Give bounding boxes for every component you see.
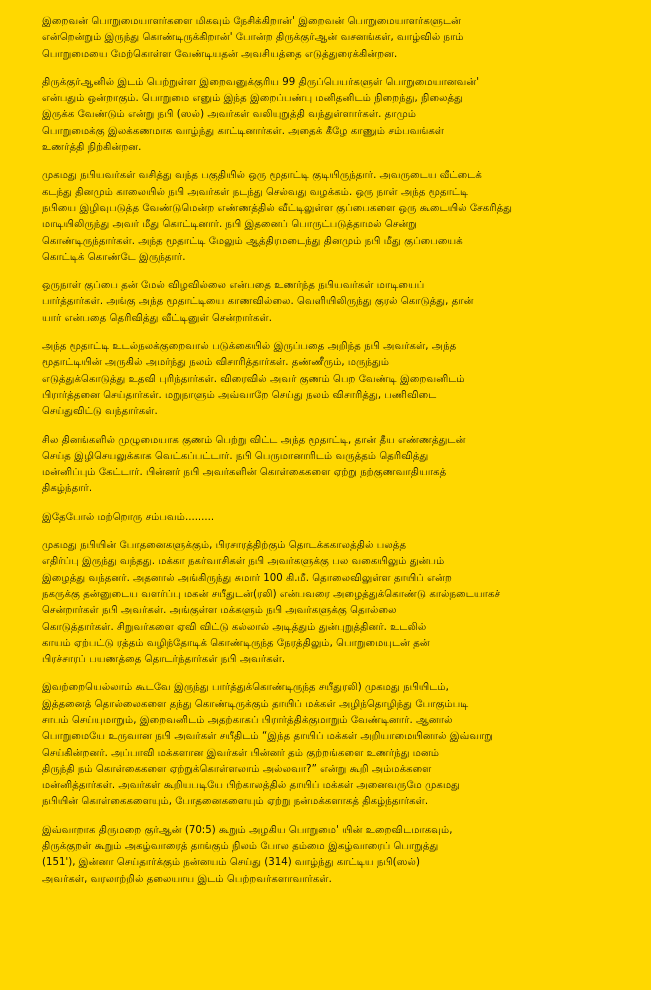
article-body — [42, 14, 602, 900]
text-line: மாடியிலிருந்து அவர் மீது கொட்டினார். நபி இதனைப் பொருட்படுத்தாமல் சென்று — [42, 219, 417, 231]
paragraph — [42, 168, 602, 266]
text-line: காயம் ஏற்பட்டு ரத்தம் வழிந்தோடிக் கொண்டிருந்த நேரத்திலும், பொறுமையுடன் தன் — [42, 637, 430, 649]
text-line: செய்கின்றனர். அப்பாவி மக்களான இவர்கள் பின்னர் தம் குற்றங்களை உணர்ந்து மனம் — [42, 747, 440, 759]
paragraph — [42, 433, 602, 498]
text-line: மன்னித்தார்கள். அவர்கள் கூறியபடியே பிற்காலத்தில் தாயிப் மக்கள் அனைவருமே முகமது — [42, 780, 460, 792]
text-line: உணர்த்தி நிற்கின்றன. — [42, 142, 142, 154]
text-line: நபியை இழிவுபடுத்த வேண்டுமென்ற எண்ணத்தில் வீட்டிலுள்ள குப்பைகளை ஒரு கூடையில் சேகரித்து — [42, 202, 513, 214]
text-line: இவற்றையெல்லாம் கூடவே இருந்து பார்த்துக்கொண்டிருந்த சயீதுரலி) முகமது நபியிடம், — [42, 682, 449, 694]
text-line: இழைத்து வந்தனர். அதனால் அங்கிருந்து சுமார் 100 கி.மீ. தொலைவிலுள்ள தாயிப் என்ற — [42, 572, 452, 584]
text-line: திகழ்ந்தார். — [42, 483, 93, 495]
text-line: யார் என்பதை தெரிவித்து வீட்டினுள் சென்றார்கள். — [42, 312, 272, 324]
text-line: முகமது நபியவர்கள் வசித்து வந்த பகுதியில் ஒரு மூதாட்டி குடியிருந்தார். அவருடைய வீட்டைக் — [42, 170, 482, 182]
text-line: கொடுத்தார்கள். சிறுவர்களை ஏவி விட்டு கல்லால் அடித்தும் துன்புறுத்தினர். உடலில் — [42, 621, 427, 633]
paragraph — [42, 75, 602, 156]
text-line: திருக்குறள் கூறும் அகழ்வாரைத் தாங்கும் நிலம் போல தம்மை இகழ்வாரைப் பொறுத்து — [42, 841, 439, 853]
text-line: இறைவன் பொறுமையாளர்களை மிகவும் நேசிக்கிறான்' இறைவன் பொறுமையாளர்களுடன் — [42, 16, 461, 27]
text-line: நபியின் கொள்கைகளையும், போதனைகளையும் ஏற்று நன்மக்களாகத் திகழ்ந்தார்கள். — [42, 796, 429, 808]
text-line: ஒருநாள் குப்பை தன் மேல் விழவில்லை என்பதை உணர்ந்த நபியவர்கள் மாடியைப் — [42, 280, 425, 292]
text-line: மூதாட்டியின் அருகில் அமர்ந்து நலம் விசாரித்தார்கள். தண்ணீரும், மருந்தும் — [42, 357, 390, 369]
paragraph — [42, 278, 602, 327]
text-line: இத்தனைத் தொல்லைகளை தந்து கொண்டிருக்கும் தாயிப் மக்கள் அழிந்தொழிந்து போகும்படி — [42, 698, 469, 710]
text-line: பொறுமையே உருவான நபி அவர்கள் சயீதிடம் “இந்த தாயிப் மக்கள் அறியாமையினால் இவ்வாறு — [42, 731, 494, 743]
text-line: பொறுமையை மேற்கொள்ள வேண்டியதன் அவசியத்தை எடுத்துரைக்கின்றன. — [42, 48, 398, 60]
paragraph — [42, 14, 602, 63]
text-line: பிரார்த்தனை செய்தார்கள். மறுநாளும் அவ்வாறே செய்து நலம் விசாரித்து, பணிவிடை — [42, 389, 437, 401]
text-line: பொறுமைக்கு இலக்கணமாக வாழ்ந்து காட்டினார்கள். அதைக் கீழே காணும் சம்பவங்கள் — [42, 125, 445, 137]
text-line: எதிர்ப்பு இருந்து வந்தது. மக்கா நகர்வாசிகள் நபி அவர்களுக்கு பல வகையிலும் துன்பம் — [42, 556, 445, 568]
paragraph — [42, 510, 602, 526]
text-line: நகருக்கு தன்னுடைய வளர்ப்பு மகன் சயீதுடன்(ரலி) என்பவரை அழைத்துக்கொண்டு கால்நடையாகச் — [42, 588, 501, 600]
text-line: இவ்வாறாக திருமறை குர்ஆன் (70:5) கூறும் அழகிய பொறுமை' யின் உறைவிடமாகவும், — [42, 824, 453, 836]
text-line: கடந்து தினமும் காலையில் நபி அவர்கள் நடந்து செல்வது வழக்கம். ஒரு நாள் அந்த மூதாட்டி — [42, 186, 469, 198]
text-line: திருந்தி நம் கொள்கைகளை ஏற்றுக்கொள்ளலாம் அல்லவா?” என்று கூறி அம்மக்களை — [42, 763, 432, 775]
text-line: இருக்க வேண்டும் என்று நபி (ஸல்) அவர்கள் வலியுறுத்தி வந்துள்ளார்கள். தாமும் — [42, 109, 417, 121]
text-line: சாபம் செய்யுமாறும், இறைவனிடம் அதற்காகப் பிரார்த்திக்குமாறும் வேண்டினார். ஆனால் — [42, 714, 453, 726]
text-line: என்றென்றும் இருந்து கொண்டிருக்கிறான்' போன்ற திருக்குர்ஆன் வசனங்கள், வாழ்வில் நாம் — [42, 32, 464, 44]
text-line: செய்துவிட்டு வந்தார்கள். — [42, 406, 158, 418]
text-line: (151'), இன்னா செய்தார்க்கும் நன்னயம் செய்து (314) வாழ்ந்து காட்டிய நபி(ஸல்) — [42, 857, 420, 869]
text-line: சில தினங்களில் முழுமையாக குணம் பெற்று விட்ட அந்த மூதாட்டி, தான் தீய எண்ணத்துடன் — [42, 434, 466, 446]
text-line: அந்த மூதாட்டி உடல்நலக்குறைவால் படுக்கையில் இருப்பதை அறிந்த நபி அவர்கள், அந்த — [42, 341, 457, 353]
text-line: அவர்கள், வரலாற்றில் தலையாய இடம் பெற்றவர்களாவார்கள். — [42, 873, 332, 885]
text-line: கொட்டிக் கொண்டே இருந்தார். — [42, 251, 186, 263]
text-line: செய்த இழிசெயலுக்காக வெட்கப்பட்டார். நபி பெருமானாரிடம் வருத்தம் தெரிவித்து — [42, 450, 429, 462]
text-line: பிரச்சாரப் பயணத்தை தொடர்ந்தார்கள் நபி அவர்கள். — [42, 654, 286, 666]
paragraph — [42, 680, 602, 810]
text-line: திருக்குர்ஆனில் இடம் பெற்றுள்ள இறைவனுக்குரிய 99 திருப்பெயர்களுள் பொறுமையானவன்' — [42, 76, 480, 88]
text-line: இதேபோல் மற்றொரு சம்பவம்......... — [42, 511, 215, 523]
text-line: சென்றார்கள் நபி அவர்கள். அங்குள்ள மக்களும் நபி அவர்களுக்கு தொல்லை — [42, 605, 397, 617]
text-line: கொண்டிருந்தார்கள். அந்த மூதாட்டி மேலும் ஆத்திரமடைந்து தினமும் நபி மீது குப்பையைக் — [42, 235, 463, 247]
paragraph — [42, 823, 602, 888]
paragraph — [42, 538, 602, 668]
text-line: முகமது நபியின் போதனைகளுக்கும், பிரசாரத்திற்கும் தொடக்ககாலத்தில் பலத்த — [42, 540, 407, 552]
text-line: எடுத்துக்கொடுத்து உதவி புரிந்தார்கள். விரைவில் அவர் குணம் பெற வேண்டி இறைவனிடம் — [42, 373, 465, 385]
paragraph — [42, 339, 602, 420]
text-line: என்பதும் ஒன்றாகும். பொறுமை எனும் இந்த இறைப்பண்பு மனிதனிடம் நிறைந்து, நிலைத்து — [42, 93, 464, 105]
text-line: பார்த்தார்கள். அங்கு அந்த மூதாட்டியை காணவில்லை. வெளியிலிருந்து குரல் கொடுத்து, தான் — [42, 296, 474, 308]
text-line: மன்னிப்பும் கேட்டார். பின்னர் நபி அவர்களின் கொள்கைகளை ஏற்று நற்குணவாதியாகத் — [42, 467, 447, 479]
